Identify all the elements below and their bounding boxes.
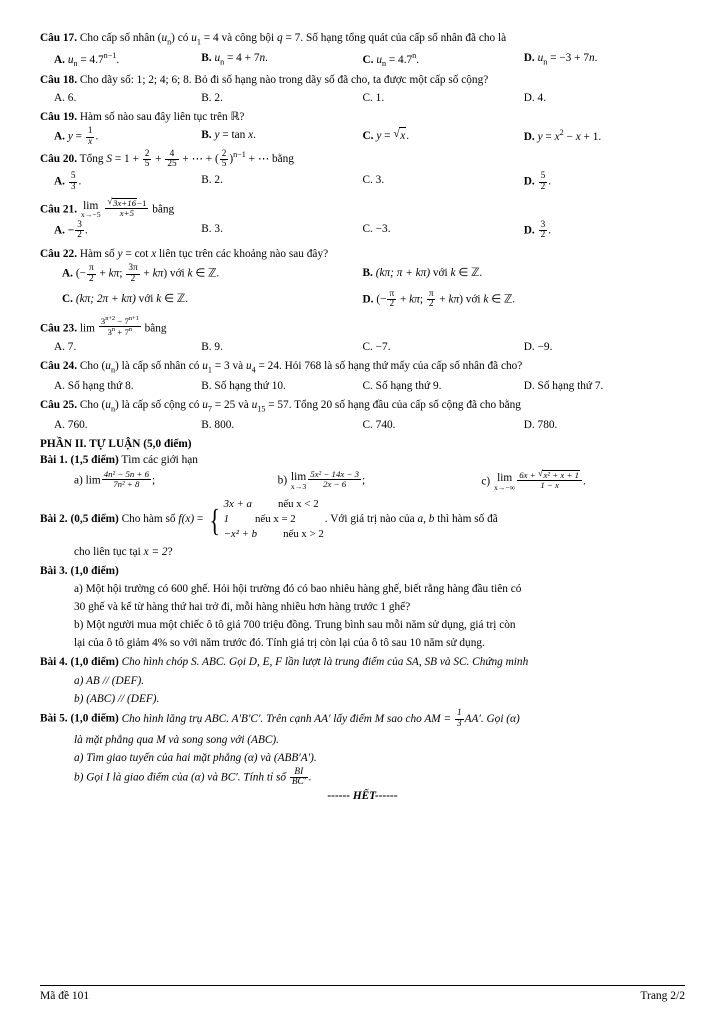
bai-2 [40,497,685,542]
bai-3-points: (1,0 điểm) [70,565,119,578]
option-d[interactable]: D. −9. [523,341,553,354]
limit-operator: lim x→−5 [80,199,101,219]
option-c[interactable]: C. y = √ x. [363,127,524,147]
page-footer [40,973,685,1002]
question-19-options [40,127,685,147]
question-21 [40,198,685,219]
option-c[interactable]: C. $u_n = 4.7^n$. [362,50,420,68]
bai-4 [40,654,685,670]
question-25-label: Câu 25. [40,399,78,412]
bai-3-label: Bài 3. [40,565,68,578]
option-d[interactable]: D. (− $\frac{\pi}{2}$ + kπ; $\frac{\pi}{2}$ + kπ) với k ∈ ℤ. [362,288,516,310]
option-b[interactable]: B. y = tan x. [201,129,256,142]
bai-2-line2: cho liên tục tại x = 2? [74,546,173,559]
option-c[interactable]: C. −7. [362,341,391,354]
option-c[interactable]: C. 3. [362,174,385,187]
bai-2-tail: . Với giá trị nào của a, b thì hàm số đã [324,513,498,526]
option-d[interactable]: D. Số hạng thứ 7. [523,380,604,393]
option-a[interactable]: A. 760. [54,418,88,431]
option-b[interactable]: B. 9. [201,341,223,354]
question-20-label: Câu 20. [40,153,78,166]
bai-1a: a) lim $\frac{\text{4n² − 5n + 6}}{\text{7n² + 8}}$ ; [74,469,156,490]
question-21-label: Câu 21. [40,203,78,216]
question-19-label: Câu 19. [40,110,78,123]
question-20-text: Tổng S = 1 + $\frac{2}{5}$ + $\frac{4}{25}$ + ⋯ + ( $\frac{2}{5}$ )$^{n-1}$ + ⋯ bằng [79,148,294,170]
bai-4-label: Bài 4. [40,656,68,669]
option-a[interactable]: A. Số hạng thứ 8. [54,380,134,393]
question-17-options [40,50,685,70]
question-25-options [40,417,685,434]
question-24 [40,358,685,376]
bai-3b-line2: lại của ô tô giảm 4% so với năm trước đó. Tính giá trị còn lại của ô tô sau 10 năm sử dụng. [74,637,485,650]
question-24-options [40,378,685,395]
question-23-label: Câu 23. [40,322,78,335]
option-b[interactable]: B. 800. [201,418,235,431]
bai-3a-line2: 30 ghế và kể từ hàng thứ hai trở đi, mỗi hàng nhiều hơn hàng trước 1 ghế? [74,601,411,614]
question-17-text: Cho cấp số nhân $(u_n)$ có $u_1 = 4$ và công bội q = 7. Số hạng tổng quát của cấp số nhân đã cho là [79,32,507,47]
question-17 [40,30,685,48]
option-d[interactable]: D. $u_n = -3 + 7n$. [523,51,598,67]
question-24-label: Câu 24. [40,360,78,373]
option-b[interactable]: B. 3. [201,222,223,235]
question-22-options-row1 [40,264,685,284]
question-22-text: Hàm số y = cot x liên tục trên các khoảng nào sau đây? [79,248,329,261]
page-number: Trang 2/2 [640,990,685,1002]
limit-expression: √ $\frac{3x+16-1}{x+5}$ [105,198,148,219]
end-mark: ------ HẾT------ [327,790,398,803]
bai-1 [40,452,685,468]
bai-5a: a) Tìm giao tuyến của hai mặt phẳng (α) và (ABB′A′). [74,751,317,764]
footer-divider [40,985,685,986]
option-a[interactable]: A. $\frac{5}{3}$ . [54,171,82,192]
option-c[interactable]: C. Số hạng thứ 9. [362,380,442,393]
question-23-expression: $\frac{3^{n+2} - 7^{n+1}}{3^n + 7^n}$ [100,315,139,338]
option-a[interactable]: A. (− $\frac{\pi}{2}$ + kπ; $\frac{3\pi}{2}$ + kπ) với k ∈ ℤ. [62,263,220,284]
question-21-tail: bằng [152,203,175,216]
option-d[interactable]: D. $\frac{5}{2}$ . [523,171,552,192]
question-18-label: Câu 18. [40,74,78,87]
question-18 [40,72,685,88]
question-23-options [40,339,685,356]
question-18-text: Cho dãy số: 1; 2; 4; 6; 8. Bỏ đi số hạng nào trong dãy số đã cho, ta được một cấp số cộng? [79,74,489,87]
bai-1-label: Bài 1. [40,453,68,466]
question-21-options [40,221,685,241]
question-24-text: Cho $(u_n)$ là cấp số nhân có $u_1 = 3$ và $u_4 = 24$. Hỏi 768 là số hạng thứ mấy của cấp số nhân đã cho? [79,360,523,375]
question-18-options [40,90,685,107]
bai-4-text: Cho hình chóp S. ABC. Gọi D, E, F lần lượt là trung điểm của SA, SB và SC. Chứng minh [121,656,529,669]
option-b[interactable]: B. 2. [201,92,223,105]
bai-2-text: Cho hàm số f(x) = [121,513,207,526]
question-22 [40,246,685,262]
option-a[interactable]: A. 7. [54,341,77,354]
option-c[interactable]: C. 1. [362,92,385,105]
bai-4-points: (1,0 điểm) [70,656,119,669]
bai-4a: a) AB // (DEF). [74,674,145,687]
bai-3b-line1: b) Một người mua một chiếc ô tô giá 700 triệu đồng. Trung bình sau mỗi năm sử dụng, giá trị còn [74,619,516,632]
question-25-text: Cho $(u_n)$ là cấp số cộng có $u_7 = 25$ và $u_{15} = 57$. Tổng 20 số hạng đầu của cấp số cộng đã cho bằng [79,399,521,414]
bai-2-points: (0,5 điểm) [70,513,119,526]
option-c[interactable]: C. 740. [362,418,396,431]
bai-1c: c) lim x→−∞ $\frac{\text{6x + √ x² + x + 1}}{1 - x}$ . [481,470,685,491]
bai-5-line2: là mặt phẳng qua M và song song với (ABC). [74,733,279,746]
question-20 [40,149,685,170]
bai-3a-line1: a) Một hội trường có 600 ghế. Hỏi hội trường đó có bao nhiêu hàng ghế, biết rằng hàng đầu tiên có [74,583,522,596]
bai-5-points: (1,0 điểm) [70,713,119,726]
option-b[interactable]: B. (kπ; π + kπ) với k ∈ ℤ. [362,267,483,280]
option-a[interactable]: A. $u_n = 4.7^{n-1}$. [54,50,120,68]
question-22-options-row2 [40,290,685,310]
option-a[interactable]: A. − $\frac{3}{2}$ . [54,219,88,241]
option-b[interactable]: B. 2. [201,174,223,187]
question-17-label: Câu 17. [40,32,78,44]
question-23 [40,316,685,337]
option-b[interactable]: B. $u_n = 4 + 7n$. [201,51,268,67]
option-d[interactable]: D. $\frac{3}{2}$ . [523,219,552,241]
bai-1-text: Tìm các giới hạn [121,453,198,466]
section-heading-part2: PHẦN II. TỰ LUẬN (5,0 điểm) [40,437,192,450]
bai-5b: b) Gọi I là giao điểm của (α) và BC′. Tính tỉ số $\frac{BI}{BC'}$ . [74,766,312,788]
question-22-label: Câu 22. [40,248,78,261]
exam-code: Mã đề 101 [40,990,90,1002]
bai-5 [40,709,685,729]
bai-1-subparts [40,470,685,491]
option-a[interactable]: A. y = $\frac{1}{x}$ . [54,126,99,147]
question-23-tail: bằng [144,322,167,335]
option-c[interactable]: C. (kπ; 2π + kπ) với k ∈ ℤ. [62,292,189,305]
bai-5-text: Cho hình lăng trụ ABC. A′B′C′. Trên cạnh AA′ lấy điểm M sao cho AM = $\frac{1}{3}$ AA′. Gọi (α) [121,708,520,730]
question-19 [40,109,685,125]
option-a[interactable]: A. 6. [54,92,77,105]
bai-4b: b) (ABC) // (DEF). [74,692,160,705]
bai-2-label: Bài 2. [40,513,68,526]
option-d[interactable]: D. 4. [523,92,547,105]
bai-5-label: Bài 5. [40,713,68,726]
bai-1-points: (1,5 điểm) [70,453,119,466]
option-d[interactable]: D. $y = x^2 - x + 1$. [523,128,602,143]
question-19-text: Hàm số nào sau đây liên tục trên ℝ? [79,110,245,123]
question-25 [40,397,685,415]
piecewise-function: { 3x + a nếu x < 2 1 nếu x = 2 −x² + b nếu x > 2 [209,498,324,541]
option-c[interactable]: C. −3. [362,222,391,235]
bai-1b: b) lim x→3 $\frac{\text{5x² − 14x − 3}}{2x - 6}$ ; [277,469,366,491]
bai-3 [40,563,685,579]
option-b[interactable]: B. Số hạng thứ 10. [201,380,286,393]
option-d[interactable]: D. 780. [523,418,558,431]
question-20-options [40,172,685,192]
lim-operator: lim [79,322,95,335]
